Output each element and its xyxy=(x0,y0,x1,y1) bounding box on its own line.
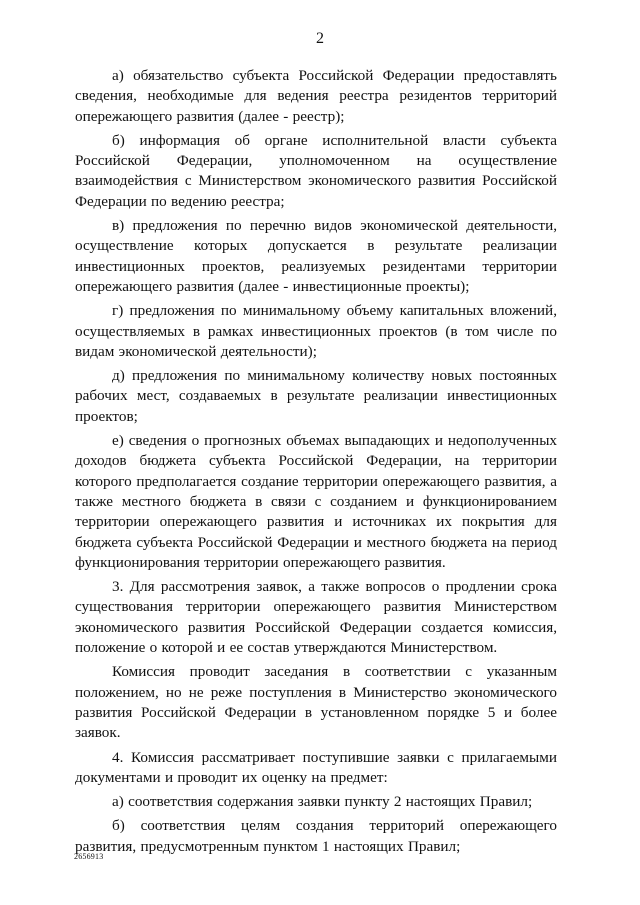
paragraph-4-review: 4. Комиссия рассматривает поступившие заявки с прилагаемыми документами и проводит их оценку на предмет: xyxy=(75,748,557,786)
document-id: 2656913 xyxy=(74,852,104,861)
paragraph-4a-compliance: а) соответствия содержания заявки пункту 2 настоящих Правил; xyxy=(112,793,533,811)
paragraph-b-information: б) информация об органе исполнительной власти субъекта Российской Федерации, уполномоченном на осуществление взаимодействия с Министерством экономического развития Российской Федерации по ведению реестра; xyxy=(75,131,557,210)
paragraph-a-obligation: а) обязательство субъекта Российской Федерации предоставлять сведения, необходимые для ведения реестра резидентов территорий опережающего развития (далее - реестр); xyxy=(75,67,557,125)
paragraph-4b-goals: б) соответствия целям создания территорий опережающего развития, предусмотренным пунктом 1 настоящих Правил; xyxy=(75,817,557,855)
paragraph-e-budget-revenues: е) сведения о прогнозных объемах выпадающих и недополученных доходов бюджета субъекта Российской Федерации, на территории которого предполагается создание территории опережающего развития, а также местного бюджета в связи с созданием и функционированием территории опережающего развития и источниках их покрытия для бюджета субъекта Российской Федерации и местного бюджета на период функционирования территории опережающего развития. xyxy=(75,432,557,571)
document-body xyxy=(75,66,557,857)
paragraph-commission-meetings: Комиссия проводит заседания в соответствии с указанным положением, но не реже поступления в Министерство экономического развития Российской Федерации в установленном порядке 5 и более заявок. xyxy=(75,663,557,742)
paragraph-d-workplaces: д) предложения по минимальному количеству новых постоянных рабочих мест, создаваемых в результате реализации инвестиционных проектов; xyxy=(75,367,557,425)
paragraph-3-commission: 3. Для рассмотрения заявок, а также вопросов о продлении срока существования территории опережающего развития Министерством экономического развития Российской Федерации создается комиссия, положение о которой и ее состав утверждаются Министерством. xyxy=(75,578,557,657)
page-number: 2 xyxy=(316,30,324,47)
paragraph-v-activity-types: в) предложения по перечню видов экономической деятельности, осуществление которых допускается в результате реализации инвестиционных проектов, реализуемых резидентами территории опережающего развития (далее - инвестиционные проекты); xyxy=(75,217,557,295)
paragraph-g-capital-investment: г) предложения по минимальному объему капитальных вложений, осуществляемых в рамках инвестиционных проектов (в том числе по видам экономической деятельности); xyxy=(75,302,557,360)
